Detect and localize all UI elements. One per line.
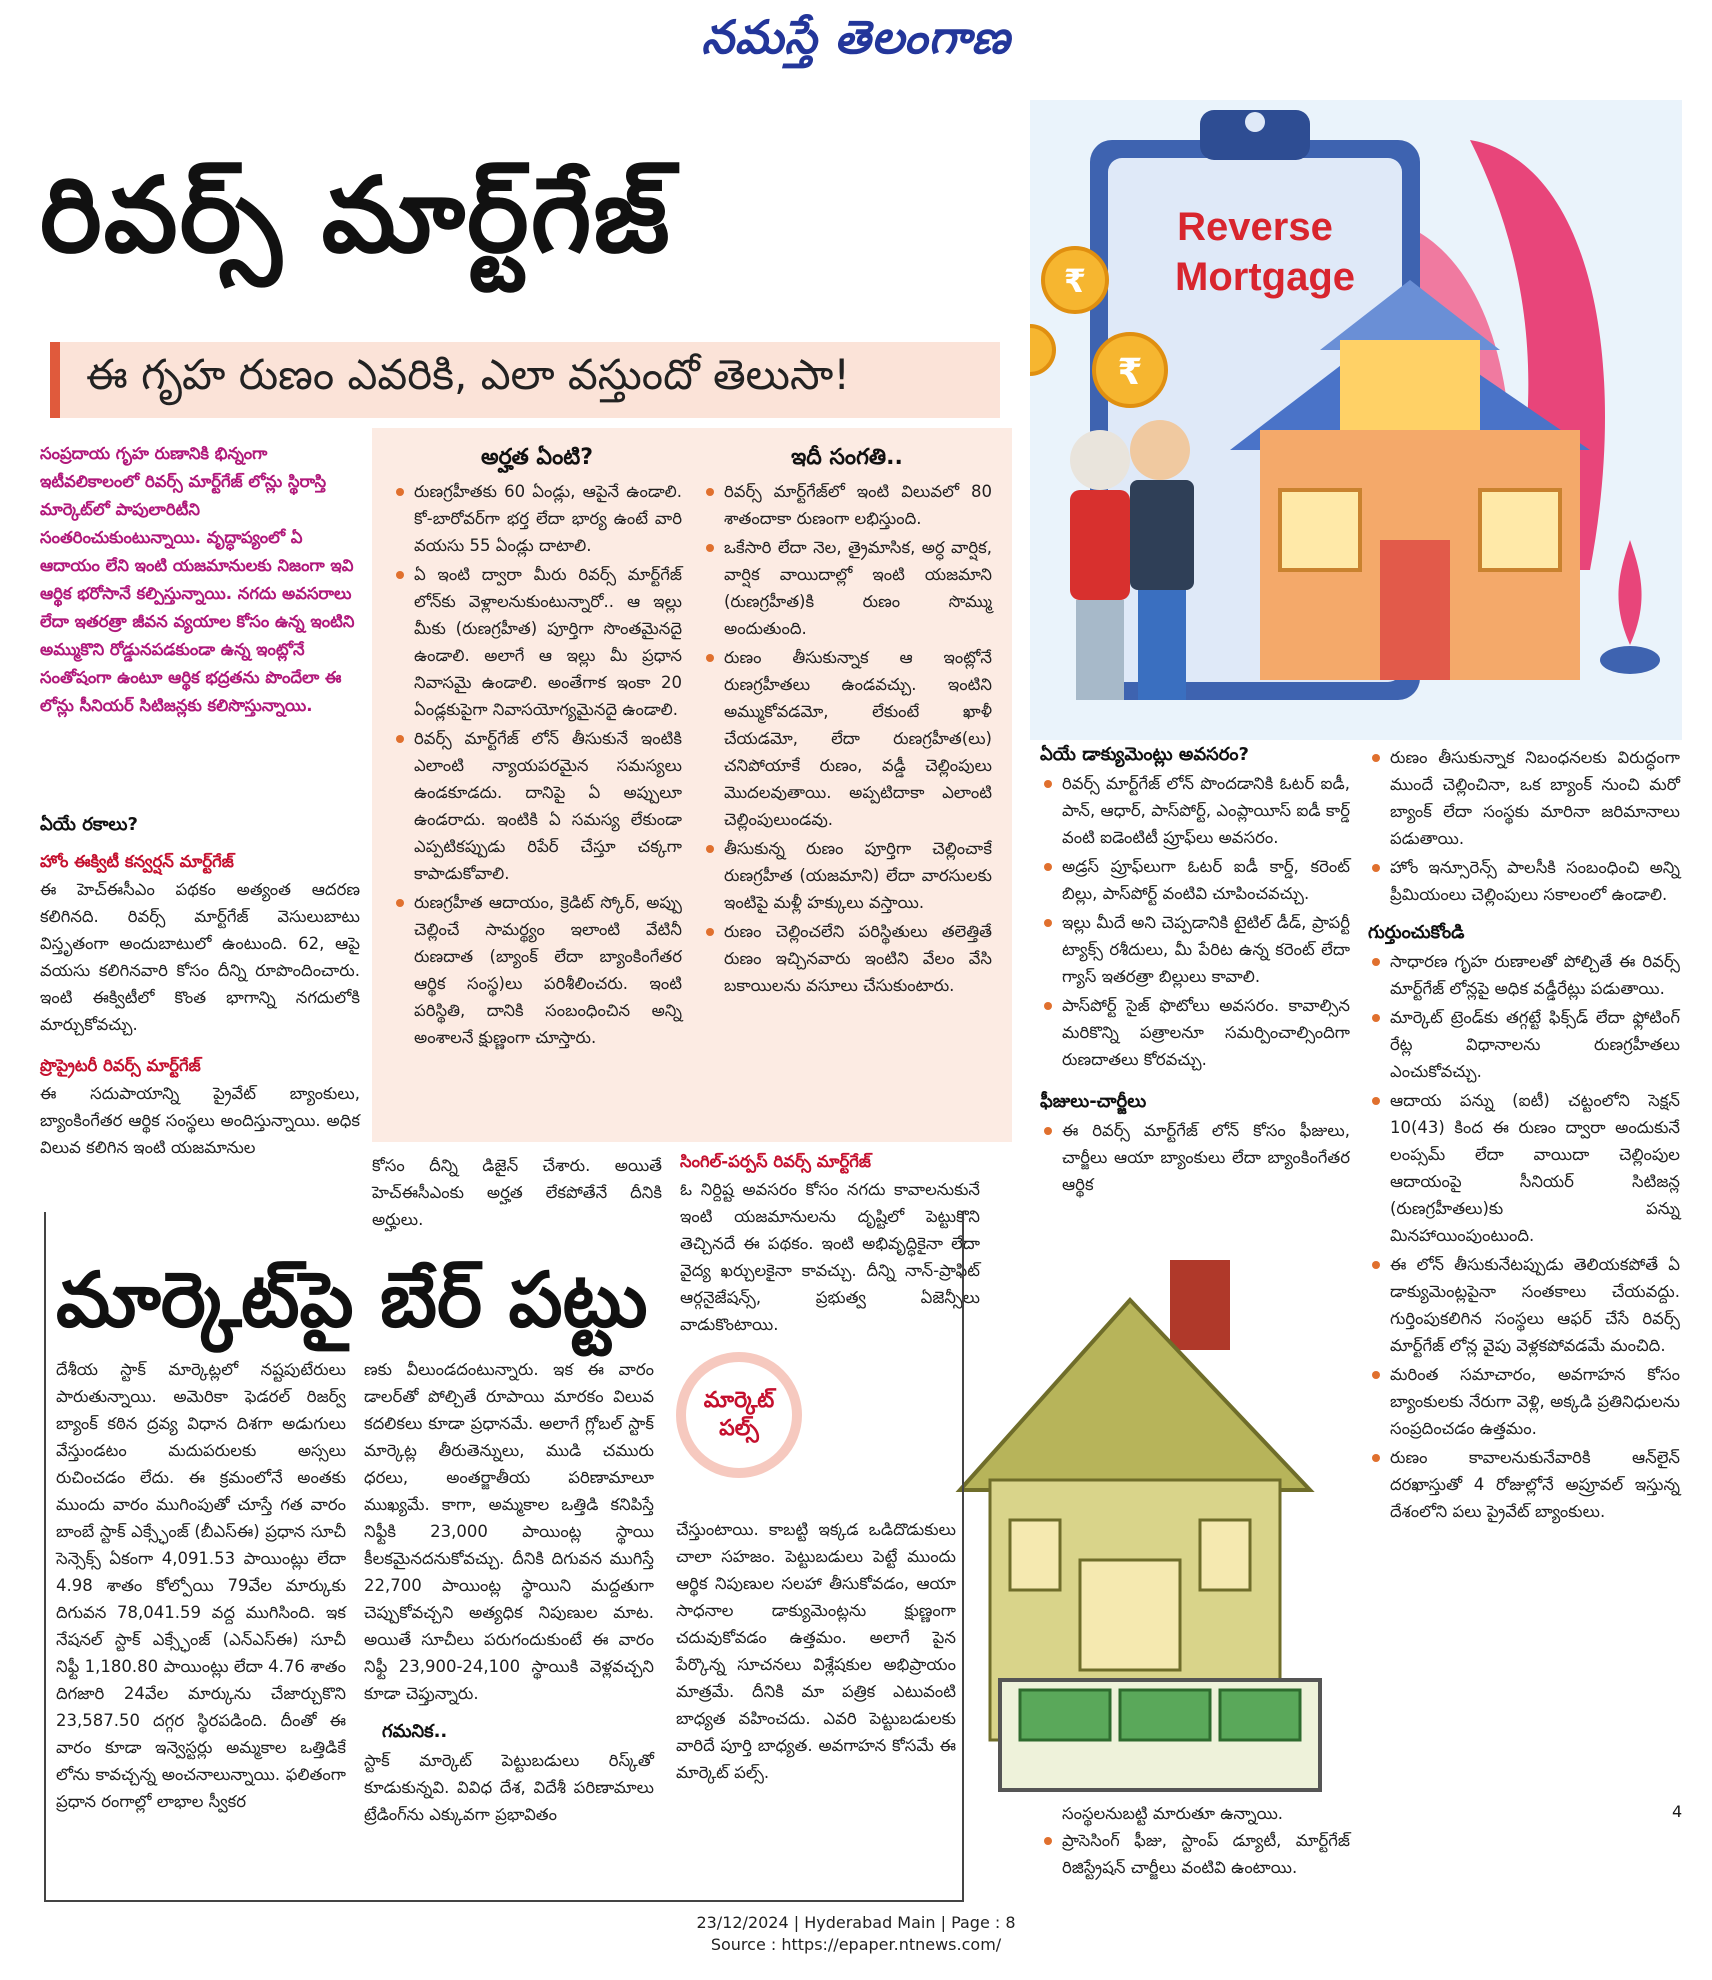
house-drawer-image — [940, 1260, 1330, 1820]
facts-heading: ఇదీ సంగతి.. — [791, 445, 903, 470]
article-headline: రివర్స్ మార్ట్‌గేజ్ — [40, 154, 672, 276]
list-item: సాధారణ గృహ రుణాలతో పోల్చితే ఈ రివర్స్ మార్ట్‌గేజ్ లోన్లపై అధిక వడ్డీరేట్లు పడుతాయి. — [1368, 948, 1680, 1002]
market-column-2 — [364, 1356, 654, 1828]
list-item: తీసుకున్న రుణం పూర్తిగా చెల్లించాకే రుణగ్రహీత (యజమాని) లేదా వారసులకు ఇంటిపై మళ్లీ హక్కులు వస్తాయి. — [702, 835, 992, 916]
svg-text:₹: ₹ — [1117, 352, 1143, 393]
intro-paragraph: సంప్రదాయ గృహ రుణానికి భిన్నంగా ఇటీవలికాలంలో రివర్స్ మార్ట్‌గేజ్ లోన్లు స్థిరాస్తి మార్కెట్‌లో పాపులారిటీని సంతరించుకుంటున్నాయి. వృద్ధాప్యంలో ఏ ఆదాయం లేని ఇంటి యజమానులకు నిజంగా ఇవి ఆర్థిక భరోసానే కల్పిస్తున్నాయి. నగదు అవసరాలు లేదా ఇతరత్రా జీవన వ్యయాల కోసం ఉన్న ఇంటిని అమ్ముకొని రోడ్డునపడకుండా ఉన్న ఇంట్లోనే సంతోషంగా ఉంటూ ఆర్థిక భద్రతను పొందేలా ఈ లోన్లు సీనియర్ సిటిజన్లకు కలిసొస్తున్నాయి. — [40, 444, 355, 715]
eligibility-column — [392, 438, 682, 1053]
list-item: రుణం కావాలనుకునేవారికి ఆన్‌లైన్ దరఖాస్తుతో 4 రోజుల్లోనే అప్రూవల్ ఇస్తున్న దేశంలోని పలు ప్రైవేట్ బ్యాంకులు. — [1368, 1444, 1680, 1525]
list-item: ఒకేసారి లేదా నెల, త్రైమాసిక, అర్ధ వార్షిక, వార్షిక వాయిదాల్లో ఇంటి యజమాని (రుణగ్రహీత)కి రుణం సొమ్ము అందుతుంది. — [702, 534, 992, 642]
remember-heading: గుర్తుంచుకోండి — [1368, 922, 1465, 943]
market-pulse-badge — [676, 1352, 802, 1478]
list-item: రివర్స్ మార్ట్‌గేజ్ లోన్ తీసుకునే ఇంటికి ఎలాంటి న్యాయపరమైన సమస్యలు ఉండకూడదు. దానిపై ఏ అప్పులూ ఉండరాదు. ఇంటికి ఏ సమస్య లేకుండా ఎప్పటికప్పుడు రిపేర్ చేస్తూ చక్కగా కాపాడుకోవాలి. — [392, 725, 682, 887]
hero-text-mortgage: Mortgage — [1175, 255, 1355, 299]
footer-source: Source : https://epaper.ntnews.com/ — [710, 1935, 1002, 1954]
svg-text:₹: ₹ — [1063, 262, 1087, 300]
proprietary-text: ఈ సదుపాయాన్ని ప్రైవేట్ బ్యాంకులు, బ్యాంకింగేతర ఆర్థిక సంస్థలు అందిస్తున్నాయి. అధిక విలువ కలిగిన ఇంటి యజమానుల — [40, 1084, 360, 1157]
list-item: ప్రాసెసింగ్ ఫీజు, స్టాంప్ డ్యూటీ, మార్ట్‌గేజ్ రిజిస్ట్రేషన్ చార్జీలు వంటివి ఉంటాయి. — [1040, 1827, 1350, 1881]
documents-heading: ఏయే డాక్యుమెంట్లు అవసరం? — [1040, 744, 1250, 765]
list-item: ఈ రివర్స్ మార్ట్‌గేజ్ లోన్ కోసం ఫీజులు, చార్జీలు ఆయా బ్యాంకులు లేదా బ్యాంకింగేతర ఆర్థిక — [1040, 1117, 1350, 1198]
single-purpose-title: సింగిల్-పర్పస్ రివర్స్ మార్ట్‌గేజ్ — [680, 1152, 871, 1171]
market-column-1: దేశీయ స్టాక్ మార్కెట్లలో నష్టపుటేరులు పారుతున్నాయి. అమెరికా ఫెడరల్ రిజర్వ్ బ్యాంక్ కఠిన ద్రవ్య విధాన దిశగా అడుగులు వేస్తుండటం మదుపరులకు అస్సలు రుచించడం లేదు. ఈ క్రమంలోనే అంతకు ముందు వారం ముగింపుతో చూస్తే గత వారం బాంబే స్టాక్ ఎక్స్ఛేంజ్ (బీఎస్‌ఈ) ప్రధాన సూచీ సెన్సెక్స్ ఏకంగా 4,091.53 పాయింట్లు లేదా 4.98 శాతం కోల్పోయి 79వేల మార్కుకు దిగువన 78,041.59 వద్ద ముగిసింది. ఇక నేషనల్ స్టాక్ ఎక్స్ఛేంజ్ (ఎన్‌ఎస్‌ఈ) సూచీ నిఫ్టీ 1,180.80 పాయింట్లు లేదా 4.76 శాతం దిగజారి 24వేల మార్కును చేజార్చుకొని 23,587.50 దగ్గర స్థిరపడింది. దీంతో ఈ వారం కూడా ఇన్వెస్టర్లు అమ్మకాల ఒత్తిడికే లోను కావచ్చన్న అంచనాలున్నాయి. ఫలితంగా ప్రధాన రంగాల్లో లాభాల స్వీకర — [56, 1360, 346, 1811]
proprietary-title: ప్రొప్రైటరీ రివర్స్ మార్ట్‌గేజ్ — [40, 1056, 201, 1075]
note-text: స్టాక్ మార్కెట్ పెట్టుబడులు రిస్క్‌తో కూడుకున్నవి. వివిధ దేశ, విదేశీ పరిణామాలు ట్రేడింగ్‌ను ఎక్కువగా ప్రభావితం — [364, 1751, 654, 1824]
list-item: మార్కెట్ ట్రెండ్‌కు తగ్గట్టే ఫిక్స్‌డ్ లేదా ఫ్లోటింగ్ రేట్ల విధానాలను రుణగ్రహీతలు ఎంచుకోవచ్చు. — [1368, 1004, 1680, 1085]
list-item: రివర్స్ మార్ట్‌గేజ్ లోన్ పొందడానికి ఓటర్ ఐడీ, పాన్, ఆధార్, పాస్‌పోర్ట్, ఎంప్లాయీస్ ఐడీ కార్డ్ వంటి ఐడెంటిటీ ప్రూఫ్‌లు అవసరం. — [1040, 770, 1350, 851]
rupee-coin-icon — [1030, 326, 1054, 374]
home-equity-text: ఈ హెచ్‌ఈసీఎం పథకం అత్యంత ఆదరణ కలిగినది. రివర్స్ మార్ట్‌గేజ్ వెసులుబాటు విస్తృతంగా అందుబాటులో ఉంటుంది. 62, ఆపై వయసు కలిగినవారి కోసం దీన్ని రూపొందించారు. ఇంటి ఈక్విటీలో కొంత భాగాన్ని నగదులోకి మార్చుకోవచ్చు. — [40, 880, 360, 1034]
subheadline-text: ఈ గృహ రుణం ఎవరికి, ఎలా వస్తుందో తెలుసా! — [86, 350, 851, 399]
list-item: రుణగ్రహీత ఆదాయం, క్రెడిట్ స్కోర్, అప్పు చెల్లించే సామర్థ్యం ఇలాంటి వేటినీ రుణదాత (బ్యాంక్ లేదా బ్యాంకింగేతర ఆర్థిక సంస్థ)లు పరిశీలించరు. ఇంటి పరిస్థితి, దానికి సంబంధించిన అన్ని అంశాలనే క్షుణ్ణంగా చూస్తారు. — [392, 889, 682, 1051]
list-item: రుణం చెల్లించలేని పరిస్థితులు తలెత్తితే రుణం ఇచ్చినవారు ఇంటిని వేలం వేసి బకాయిలను వసూలు చేసుకుంటారు. — [702, 918, 992, 999]
masthead-logo: నమస్తే తెలంగాణ — [701, 10, 1011, 64]
badge-line2: పల్స్ — [719, 1416, 759, 1441]
documents-section — [1040, 740, 1350, 1200]
badge-line1: మార్కెట్ — [703, 1388, 775, 1413]
home-equity-title: హోం ఈక్విటీ కన్వర్షన్ మార్ట్‌గేజ్ — [40, 852, 234, 871]
market-column-3: చేస్తుంటాయి. కాబట్టి ఇక్కడ ఒడిదొడుకులు చాలా సహజం. పెట్టుబడులు పెట్టే ముందు ఆర్థిక నిపుణుల సలహా తీసుకోవడం, ఆయా సాధనాల డాక్యుమెంట్లను క్షుణ్ణంగా చదువుకోవడం ఉత్తమం. అలాగే పైన పేర్కొన్న సూచనలు విశ్లేషకుల అభిప్రాయం మాత్రమే. దీనికి మా పత్రిక ఎటువంటి బాధ్యత వహించదు. ఎవరి పెట్టుబడులకు వారిదే పూర్తి బాధ్యత. అవగాహన కోసమే ఈ మార్కెట్ పల్స్. — [676, 1520, 956, 1782]
footer-date-edition: 23/12/2024 | Hyderabad Main | Page : 8 — [696, 1913, 1016, 1932]
hero-text-reverse: Reverse — [1177, 205, 1333, 249]
market-col2-text: ణకు వీలుండదంటున్నారు. ఇక ఈ వారం డాలర్‌తో పోల్చితే రూపాయి మారకం విలువ కదలికలు కూడా ప్రధానమే. అలాగే గ్లోబల్ స్టాక్ మార్కెట్ల తీరుతెన్నులు, ముడి చమురు ధరలు, అంతర్జాతీయ పరిణామాలూ ముఖ్యమే. కాగా, అమ్మకాల ఒత్తిడి కనిపిస్తే నిఫ్టీకి 23,000 పాయింట్ల స్థాయి కీలకమైనదనుకోవచ్చు. దీనికి దిగువన ముగిస్తే 22,700 పాయింట్ల స్థాయిని మద్దతుగా చెప్పుకోవచ్చని అత్యధిక నిపుణుల మాట. అయితే సూచీలు పరుగందుకుంటే ఈ వారం నిఫ్టీ 23,900-24,100 స్థాయికి వెళ్లవచ్చని కూడా చెప్తున్నారు. — [364, 1360, 654, 1703]
facts-column — [702, 438, 992, 1001]
list-item: మరింత సమాచారం, అవగాహన కోసం బ్యాంకులకు నేరుగా వెళ్లి, అక్కడి ప్రతినిధులను సంప్రదించడం ఉత్తమం. — [1368, 1361, 1680, 1442]
types-heading: ఏయే రకాలు? — [40, 814, 138, 835]
hero-illustration — [1030, 100, 1682, 740]
fees-heading: ఫీజులు-చార్జీలు — [1040, 1091, 1147, 1112]
house-money-drawer-illustration — [940, 1260, 1250, 1820]
subheadline-banner — [50, 342, 1000, 418]
proprietary-continuation: కోసం దీన్ని డిజైన్ చేశారు. అయితే హెచ్‌ఈసీఎంకు అర్హత లేకపోతేనే దీనికి అర్హులు. — [372, 1156, 662, 1229]
note-heading: గమనిక.. — [382, 1721, 448, 1742]
list-item: ఇల్లు మీదే అని చెప్పడానికి టైటిల్ డీడ్, ప్రాపర్టీ ట్యాక్స్ రశీదులు, మీ పేరిట ఉన్న కరెంట్ లేదా గ్యాస్ ఇతరత్రా బిల్లులు కావాలి. — [1040, 909, 1350, 990]
list-item: పాస్‌పోర్ట్ సైజ్ ఫొటోలు అవసరం. కావాల్సిన మరికొన్ని పత్రాలనూ సమర్పించాల్సిందిగా రుణదాతలు కోరవచ్చు. — [1040, 992, 1350, 1073]
reverse-mortgage-illustration — [1030, 100, 1682, 740]
footer — [0, 1912, 1712, 1956]
single-purpose-text: ఓ నిర్దిష్ట అవసరం కోసం నగదు కావాలనుకునే ఇంటి యజమానులను దృష్టిలో పెట్టుకొని తెచ్చినదే ఈ పథకం. ఇంటి అభివృద్ధికైనా లేదా వైద్య ఖర్చులకైనా కావచ్చు. దీన్ని నాన్-ప్రాఫిట్ ఆర్గనైజేషన్స్, ప్రభుత్వ ఏజెన్సీలు వాడుకొంటాయి. — [680, 1180, 980, 1334]
list-item: ఏ ఇంటి ద్వారా మీరు రివర్స్ మార్ట్‌గేజ్ లోన్‌కు వెళ్లాలనుకుంటున్నారో.. ఆ ఇల్లు మీకు (రుణగ్రహీత) పూర్తిగా సొంతమైనదై ఉండాలి. అలాగే ఆ ఇల్లు మీ ప్రధాన నివాసమై ఉండాలి. అంతేగాక ఇంకా 20 ఏండ్లకుపైగా నివాసయోగ్యమైనదై ఉండాలి. — [392, 561, 682, 723]
remember-section — [1368, 744, 1680, 1527]
list-item: రుణగ్రహీతకు 60 ఏండ్లు, ఆపైనే ఉండాలి. కో-బారోవర్‌గా భర్త లేదా భార్య ఉంటే వారి వయసు 55 ఏండ్లు దాటాలి. — [392, 478, 682, 559]
list-item: రుణం తీసుకున్నాక నిబంధనలకు విరుద్ధంగా ముందే చెల్లించినా, ఒక బ్యాంక్ నుంచి మరో బ్యాంక్ లేదా సంస్థకు మారినా జరిమానాలు పడుతాయి. — [1368, 744, 1680, 852]
eligibility-heading: అర్హత ఏంటి? — [481, 445, 593, 470]
types-section — [40, 810, 360, 1161]
list-item: ఆదాయ పన్ను (ఐటీ) చట్టంలోని సెక్షన్ 10(43) కింద ఈ రుణం ద్వారా అందుకునే లంప్సమ్ లేదా వాయిదా చెల్లింపుల ఆదాయంపై సీనియర్ సిటిజన్ల (రుణగ్రహీతలు)కు పన్ను మినహాయింపుంటుంది. — [1368, 1087, 1680, 1249]
list-item: రుణం తీసుకున్నాక ఆ ఇంట్లోనే రుణగ్రహీతలు ఉండవచ్చు. ఇంటిని అమ్ముకోవడమో, లేకుంటే ఖాళీ చేయడమో, లేదా రుణగ్రహీత(లు) చనిపోయాకే రుణం, వడ్డీ చెల్లింపులు మొదలవుతాయి. అప్పటిదాకా ఎలాంటి చెల్లింపులుండవు. — [702, 644, 992, 833]
list-item: రివర్స్ మార్ట్‌గేజ్‌లో ఇంటి విలువలో 80 శాతందాకా రుణంగా లభిస్తుంది. — [702, 478, 992, 532]
page-number: 4 — [1672, 1802, 1683, 1821]
fees-cont-text: సంస్థలనుబట్టి మారుతూ ఉన్నాయి. — [1062, 1804, 1284, 1823]
list-item: అడ్రస్ ప్రూఫ్‌లుగా ఓటర్ ఐడీ కార్డ్, కరెంట్ బిల్లు, పాస్‌పోర్ట్ వంటివి చూపించవచ్చు. — [1040, 853, 1350, 907]
list-item: ఈ లోన్ తీసుకునేటప్పుడు తెలియకపోతే ఏ డాక్యుమెంట్లపైనా సంతకాలు చేయవద్దు. గుర్తింపుకలిగిన సంస్థలు ఆఫర్ చేసే రివర్స్ మార్ట్‌గేజ్ లోన్ల వైపు వెళ్లకపోవడమే మంచిది. — [1368, 1251, 1680, 1359]
eligibility-facts-box — [372, 428, 1012, 1142]
list-item: హోం ఇన్సూరెన్స్ పాలసీకి సంబంధించి అన్ని ప్రీమియంలు చెల్లింపులు సకాలంలో ఉండాలి. — [1368, 854, 1680, 908]
market-headline: మార్కెట్‌పై బేర్ పట్టు — [56, 1255, 648, 1344]
